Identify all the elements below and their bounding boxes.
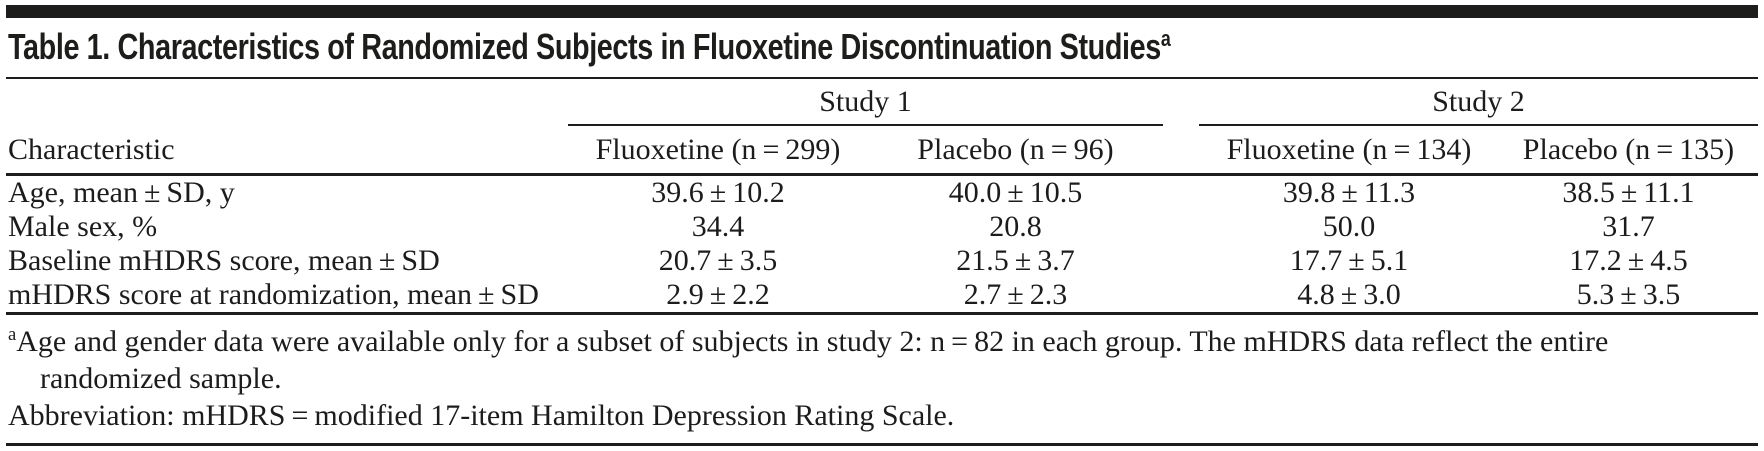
column-gap [1163, 175, 1199, 211]
table-title [8, 26, 1170, 68]
column-gap [1163, 79, 1199, 125]
column-gap [1163, 244, 1199, 278]
column-gap [1163, 125, 1199, 175]
bottom-rule-bar [6, 443, 1758, 446]
column-header-fluoxetine-134: Fluoxetine (n = 134) [1199, 125, 1499, 175]
column-header-placebo-96: Placebo (n = 96) [868, 125, 1163, 175]
footnote-a-text: Age and gender data were available only for a subset of subjects in study 2: n = 82 in each group. The mHDRS data reflect the entire [16, 325, 1609, 358]
table-title-text: Table 1. Characteristics of Randomized Subjects in Fluoxetine Discontinuation Studies [8, 26, 1161, 67]
spanner-study-2: Study 2 [1199, 79, 1758, 125]
table-cell: 17.2 ± 4.5 [1569, 244, 1688, 277]
table-cell: 39.8 ± 11.3 [1282, 176, 1416, 209]
row-label: Age, mean ± SD, y [8, 176, 235, 209]
table-title-footnote-marker: a [1160, 26, 1171, 51]
footnote-abbreviation: Abbreviation: mHDRS = modified 17-item Hamilton Depression Rating Scale. [8, 399, 955, 432]
table-cell: 40.0 ± 10.5 [948, 176, 1083, 209]
footnotes-block [6, 315, 1758, 434]
table-cell: 17.7 ± 5.1 [1289, 244, 1409, 277]
column-header-placebo-135: Placebo (n = 135) [1499, 125, 1758, 175]
table-cell: 21.5 ± 3.7 [956, 244, 1075, 277]
spanner-study-1: Study 1 [568, 79, 1163, 125]
column-gap [1163, 278, 1199, 314]
column-header-row [6, 125, 1758, 175]
table-cell: 20.7 ± 3.5 [658, 244, 778, 277]
table-cell: 31.7 [1602, 210, 1655, 243]
table-cell: 2.9 ± 2.2 [568, 278, 868, 314]
table-cell: 39.6 ± 10.2 [651, 176, 785, 209]
row-label: mHDRS score at randomization, mean ± SD [6, 278, 568, 314]
table-row-mhdrs-randomization [6, 278, 1758, 314]
table-cell: 5.3 ± 3.5 [1499, 278, 1758, 314]
table-row-age [6, 175, 1758, 211]
footnote-a-marker: a [8, 324, 17, 345]
table-title-block [6, 18, 1758, 79]
row-label: Baseline mHDRS score, mean ± SD [8, 244, 440, 277]
footnote-a-line2: randomized sample. [40, 362, 282, 395]
footnote-a-line1 [8, 323, 1756, 360]
table-cell: 50.0 [1322, 210, 1376, 243]
table-cell: 4.8 ± 3.0 [1199, 278, 1499, 314]
row-label: Male sex, % [8, 210, 158, 243]
table-cell: 34.4 [691, 210, 745, 243]
spanner-empty-cell [6, 79, 568, 125]
table-row-male-sex [6, 210, 1758, 244]
characteristics-table [6, 79, 1758, 315]
stub-header: Characteristic [6, 125, 568, 175]
column-gap [1163, 210, 1199, 244]
table-cell: 20.8 [989, 210, 1042, 243]
table-cell: 38.5 ± 11.1 [1562, 176, 1695, 209]
top-rule-bar [6, 5, 1758, 18]
table-row-baseline-mhdrs [6, 244, 1758, 278]
column-header-fluoxetine-299: Fluoxetine (n = 299) [568, 125, 868, 175]
table-cell: 2.7 ± 2.3 [868, 278, 1163, 314]
spanner-row [6, 79, 1758, 125]
